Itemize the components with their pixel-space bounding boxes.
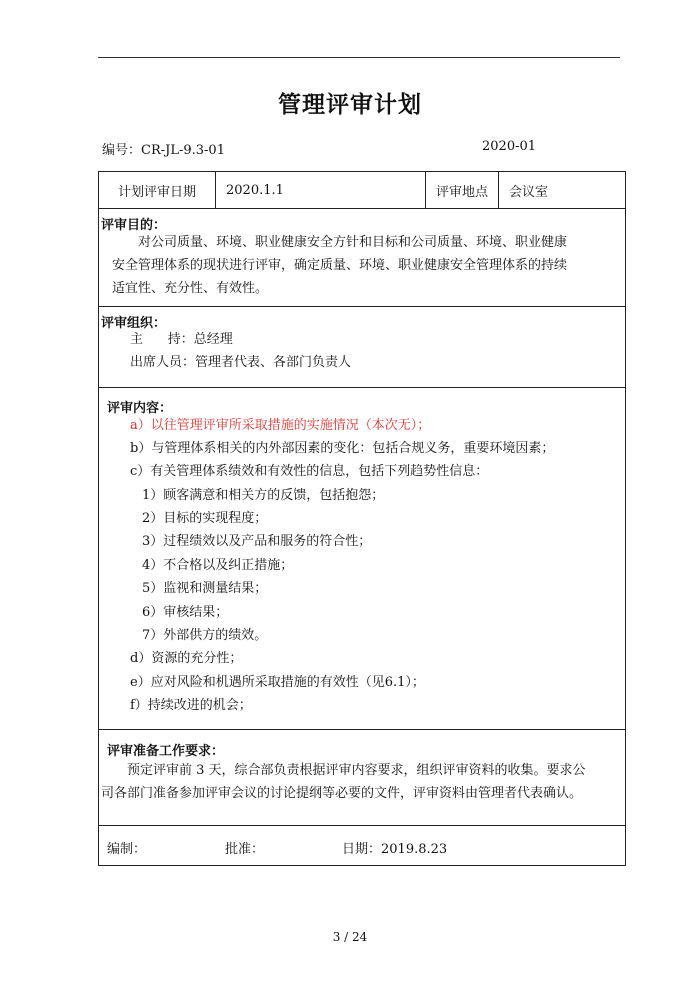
header-rule xyxy=(98,57,620,58)
content-subitem: 3）过程绩效以及产品和服务的符合性； xyxy=(142,534,372,549)
plan-date-value: 2020.1.1 xyxy=(216,172,426,208)
organization-title: 评审组织： xyxy=(101,316,167,331)
preparation-line: 司各部门准备参加评审会议的讨论提纲等必要的文件，评审资料由管理者代表确认。 xyxy=(101,786,583,801)
purpose-line: 适宜性、充分性、有效性。 xyxy=(112,281,269,296)
preparation-title: 评审准备工作要求： xyxy=(107,744,225,759)
approved-by-label: 批准： xyxy=(225,842,265,857)
plan-date-label: 计划评审日期 xyxy=(99,172,216,208)
content-item-a: a）以往管理评审所采取措施的实施情况（本次无）； xyxy=(130,418,431,433)
preparation-section xyxy=(99,729,625,825)
content-item-d: d）资源的充分性； xyxy=(130,651,243,666)
organization-section xyxy=(99,306,625,387)
table-header-row xyxy=(99,172,625,208)
organization-attendees: 出席人员：管理者代表、各部门负责人 xyxy=(130,355,352,370)
purpose-line: 对公司质量、环境、职业健康安全方针和目标和公司质量、环境、职业健康 xyxy=(138,235,568,250)
content-subitem: 1）顾客满意和相关方的反馈，包括抱怨； xyxy=(142,488,385,503)
purpose-title: 评审目的： xyxy=(101,218,167,233)
content-section xyxy=(99,387,625,729)
organization-host: 主 持：总经理 xyxy=(130,332,233,347)
signature-row xyxy=(99,825,625,865)
page-number: 3 / 24 xyxy=(332,930,368,944)
review-plan-table xyxy=(98,171,626,866)
signature-date: 日期：2019.8.23 xyxy=(342,842,448,857)
purpose-section xyxy=(99,208,625,306)
content-title: 评审内容： xyxy=(107,401,173,416)
preparation-line: 预定评审前 3 天，综合部负责根据评审内容要求，组织评审资料的收集。要求公 xyxy=(127,763,586,778)
location-label: 评审地点 xyxy=(426,172,499,208)
document-version-date: 2020-01 xyxy=(482,139,537,154)
compiled-by-label: 编制： xyxy=(107,842,147,857)
document-title: 管理评审计划 xyxy=(278,92,422,118)
content-item-f: f）持续改进的机会； xyxy=(130,698,252,713)
purpose-line: 安全管理体系的现状进行评审，确定质量、环境、职业健康安全管理体系的持续 xyxy=(112,258,568,273)
content-subitem: 5）监视和测量结果； xyxy=(142,581,268,596)
content-subitem: 4）不合格以及纠正措施； xyxy=(142,558,294,573)
content-subitem: 6）审核结果； xyxy=(142,605,229,620)
content-item-b: b）与管理体系相关的内外部因素的变化：包括合规义务，重要环境因素； xyxy=(130,441,555,456)
content-item-e: e）应对风险和机遇所采取措施的有效性（见6.1）； xyxy=(130,675,425,690)
location-value: 会议室 xyxy=(509,184,549,200)
content-subitem: 2）目标的实现程度； xyxy=(142,511,268,526)
content-item-c: c）有关管理体系绩效和有效性的信息，包括下列趋势性信息： xyxy=(130,464,489,479)
document-code: 编号：CR-JL-9.3-01 xyxy=(102,143,225,158)
content-subitem: 7）外部供方的绩效。 xyxy=(142,628,268,643)
